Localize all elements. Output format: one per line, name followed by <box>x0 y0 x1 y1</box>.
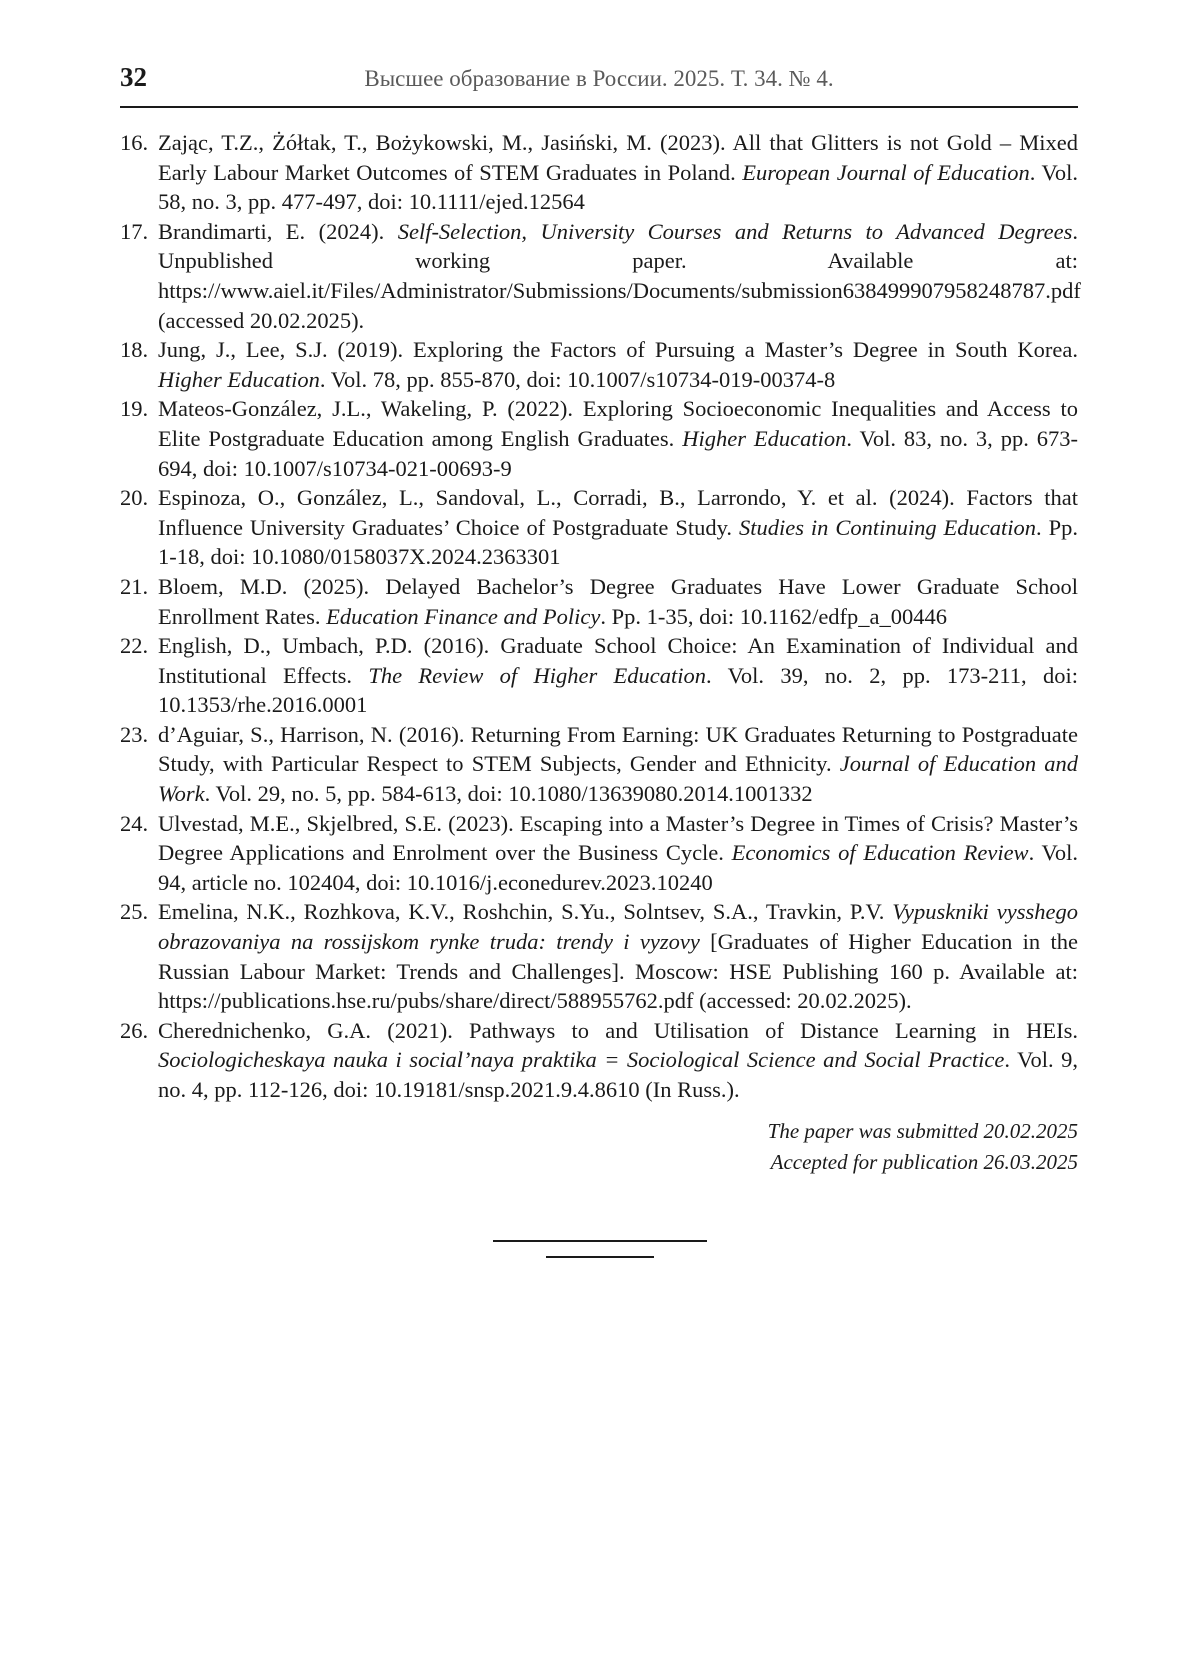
reference-item <box>120 572 1078 631</box>
end-rule-long <box>493 1240 707 1242</box>
reference-source: Vypuskniki vysshego obrazovaniya na rossijskom rynke truda: trendy i vyzovy <box>158 899 1078 955</box>
reference-number: 16. <box>120 130 149 155</box>
reference-number: 22. <box>120 633 149 659</box>
reference-number: 20. <box>120 485 149 511</box>
reference-details: . Vol. 78, pp. 855-870, doi: 10.1007/s10734-019-00374-8 <box>319 366 836 392</box>
reference-source: Economics of Education Review <box>731 840 1029 866</box>
reference-number: 24. <box>120 810 149 836</box>
reference-source: Education Finance and Policy <box>326 603 601 629</box>
reference-source: The Review of Higher Education <box>368 662 707 688</box>
reference-number: 23. <box>120 721 149 747</box>
reference-details: . Pp. 1-18, doi: 10.1080/0158037X.2024.2363301 <box>158 514 1079 570</box>
reference-item <box>120 1016 1078 1105</box>
reference-number: 18. <box>120 337 149 363</box>
submitted-date: The paper was submitted 20.02.2025 <box>767 1119 1078 1143</box>
page-number: 32 <box>120 62 147 92</box>
reference-details: . Unpublished working paper. Available at: https://www.aiel.it/Files/Administrator/Submissions/Documents/submission638499907958248787.pdf (accessed 20.02.2025). <box>158 218 1081 333</box>
reference-details: . Vol. 83, no. 3, pp. 673-694, doi: 10.1007/s10734-021-00693-9 <box>158 425 1078 481</box>
reference-text: d’Aguiar, S., Harrison, N. (2016). Returning From Earning: UK Graduates Returning to Postgraduate Study, with Particular Respect to STEM Subjects, Gender and Ethnicity. <box>158 721 1078 777</box>
reference-text: Zając, T.Z., Żółtak, T., Bożykowski, M., Jasiński, M. (2023). All that Glitters is not Gold – Mixed Early Labour Market Outcomes of STEM Graduates in Poland. <box>158 130 1078 185</box>
reference-number: 21. <box>120 573 149 599</box>
reference-source: Self-Selection, University Courses and Returns to Advanced Degrees <box>397 218 1073 244</box>
reference-item <box>120 128 1078 217</box>
reference-item <box>120 394 1078 483</box>
reference-text: English, D., Umbach, P.D. (2016). Graduate School Choice: An Examination of Individual and Institutional Effects. <box>158 633 1078 688</box>
reference-source: Journal of Education and Work <box>158 751 1078 807</box>
reference-item <box>120 720 1078 809</box>
end-rule-short <box>546 1256 654 1258</box>
reference-number: 25. <box>120 899 149 925</box>
reference-details: [Graduates of Higher Education in the Russian Labour Market: Trends and Challenges]. Moscow: HSE Publishing 160 p. Available at: https://publications.hse.ru/pubs/share/direct/588955762.pdf (accessed: 20.02.2025). <box>158 929 1078 1014</box>
reference-text: Jung, J., Lee, S.J. (2019). Exploring the Factors of Pursuing a Master’s Degree in South Korea. <box>158 337 1078 363</box>
reference-text: Ulvestad, M.E., Skjelbred, S.E. (2023). Escaping into a Master’s Degree in Times of Crisis? Master’s Degree Applications and Enrolment over the Business Cycle. <box>158 810 1078 866</box>
reference-text: Bloem, M.D. (2025). Delayed Bachelor’s Degree Graduates Have Lower Graduate School Enrollment Rates. <box>158 573 1078 629</box>
reference-details: . Vol. 9, no. 4, pp. 112-126, doi: 10.19181/snsp.2021.9.4.8610 (In Russ.). <box>158 1047 1078 1102</box>
reference-source: Studies in Continuing Education <box>738 514 1037 540</box>
reference-item <box>120 483 1078 572</box>
reference-details: . Vol. 58, no. 3, pp. 477-497, doi: 10.1111/ejed.12564 <box>158 159 1078 215</box>
reference-number: 17. <box>120 218 149 244</box>
reference-source: Higher Education <box>682 425 847 451</box>
reference-list <box>120 128 1081 1105</box>
accepted-date: Accepted for publication 26.03.2025 <box>770 1150 1078 1174</box>
reference-item <box>120 897 1078 1015</box>
reference-number: 26. <box>120 1017 149 1043</box>
running-title: Высшее образование в России. 2025. Т. 34. № 4. <box>364 66 834 91</box>
reference-details: . Vol. 94, article no. 102404, doi: 10.1016/j.econedurev.2023.10240 <box>158 840 1078 895</box>
reference-text: Espinoza, O., González, L., Sandoval, L., Corradi, B., Larrondo, Y. et al. (2024). Factors that Influence University Graduates’ Choice of Postgraduate Study. <box>158 485 1078 540</box>
reference-number: 19. <box>120 396 149 422</box>
reference-item <box>120 217 1081 335</box>
reference-source: European Journal of Education <box>742 159 1030 185</box>
reference-text: Cherednichenko, G.A. (2021). Pathways to and Utilisation of Distance Learning in HEIs. <box>158 1017 1078 1043</box>
reference-text: Mateos-González, J.L., Wakeling, P. (2022). Exploring Socioeconomic Inequalities and Access to Elite Postgraduate Education among English Graduates. <box>158 396 1078 451</box>
reference-item <box>120 809 1078 898</box>
reference-source: Sociologicheskaya nauka i social’naya praktika = Sociological Science and Social Practice <box>158 1047 1005 1073</box>
reference-details: . Pp. 1-35, doi: 10.1162/edfp_a_00446 <box>600 603 948 629</box>
reference-item <box>120 335 1078 394</box>
reference-item <box>120 631 1078 720</box>
reference-text: Brandimarti, E. (2024). <box>158 218 398 244</box>
reference-source: Higher Education <box>158 366 320 392</box>
page-header <box>120 58 1078 108</box>
reference-text: Emelina, N.K., Rozhkova, K.V., Roshchin, S.Yu., Solntsev, S.A., Travkin, P.V. <box>158 899 893 925</box>
reference-details: . Vol. 39, no. 2, pp. 173-211, doi: 10.1353/rhe.2016.0001 <box>158 662 1078 718</box>
reference-details: . Vol. 29, no. 5, pp. 584-613, doi: 10.1080/13639080.2014.1001332 <box>204 781 813 807</box>
submission-dates <box>768 1116 1078 1178</box>
